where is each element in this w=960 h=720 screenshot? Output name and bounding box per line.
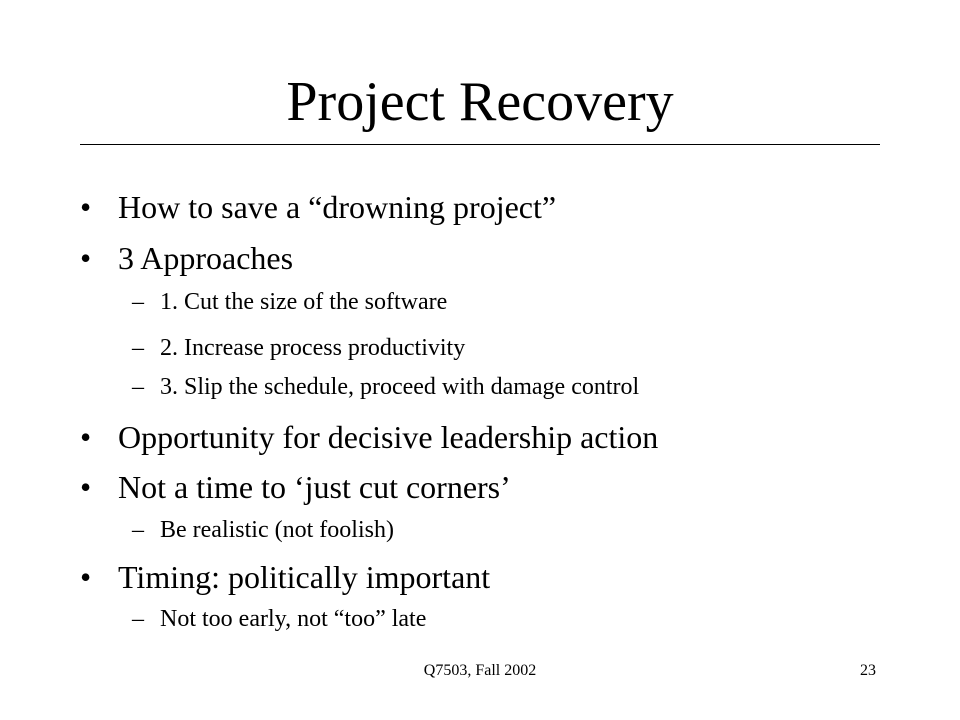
bullet-item bbox=[80, 557, 490, 597]
title-underline bbox=[80, 144, 880, 145]
sub-bullet-item bbox=[132, 515, 394, 545]
bullet-item bbox=[80, 467, 511, 507]
bullet-text: 3 Approaches bbox=[118, 240, 294, 276]
bullet-marker: • bbox=[80, 189, 92, 225]
bullet-marker: • bbox=[80, 419, 92, 455]
bullet-item bbox=[80, 238, 293, 278]
bullet-marker: • bbox=[80, 469, 92, 505]
sub-bullet-marker: – bbox=[132, 335, 144, 361]
sub-bullet-text: 2. Increase process productivity bbox=[160, 335, 466, 361]
sub-bullet-text: Be realistic (not foolish) bbox=[160, 517, 394, 543]
bullet-text: Timing: politically important bbox=[118, 559, 491, 595]
bullet-item bbox=[80, 417, 658, 457]
sub-bullet-item bbox=[132, 604, 426, 634]
sub-bullet-item bbox=[132, 333, 465, 363]
sub-bullet-marker: – bbox=[132, 606, 144, 632]
bullet-marker: • bbox=[80, 240, 92, 276]
sub-bullet-item bbox=[132, 287, 447, 317]
sub-bullet-marker: – bbox=[132, 289, 144, 315]
bullet-text: How to save a “drowning project” bbox=[118, 189, 557, 225]
sub-bullet-marker: – bbox=[132, 374, 144, 400]
footer-course: Q7503, Fall 2002 bbox=[423, 662, 537, 679]
sub-bullet-text: 1. Cut the size of the software bbox=[160, 289, 448, 315]
bullet-marker: • bbox=[80, 559, 92, 595]
sub-bullet-marker: – bbox=[132, 517, 144, 543]
bullet-text: Not a time to ‘just cut corners’ bbox=[118, 469, 511, 505]
sub-bullet-item bbox=[132, 372, 639, 402]
sub-bullet-text: Not too early, not “too” late bbox=[160, 606, 427, 632]
bullet-item bbox=[80, 187, 556, 227]
bullet-text: Opportunity for decisive leadership action bbox=[118, 419, 659, 455]
slide-title: Project Recovery bbox=[286, 71, 674, 133]
footer-page-number: 23 bbox=[860, 662, 876, 679]
sub-bullet-text: 3. Slip the schedule, proceed with damage control bbox=[160, 374, 640, 400]
